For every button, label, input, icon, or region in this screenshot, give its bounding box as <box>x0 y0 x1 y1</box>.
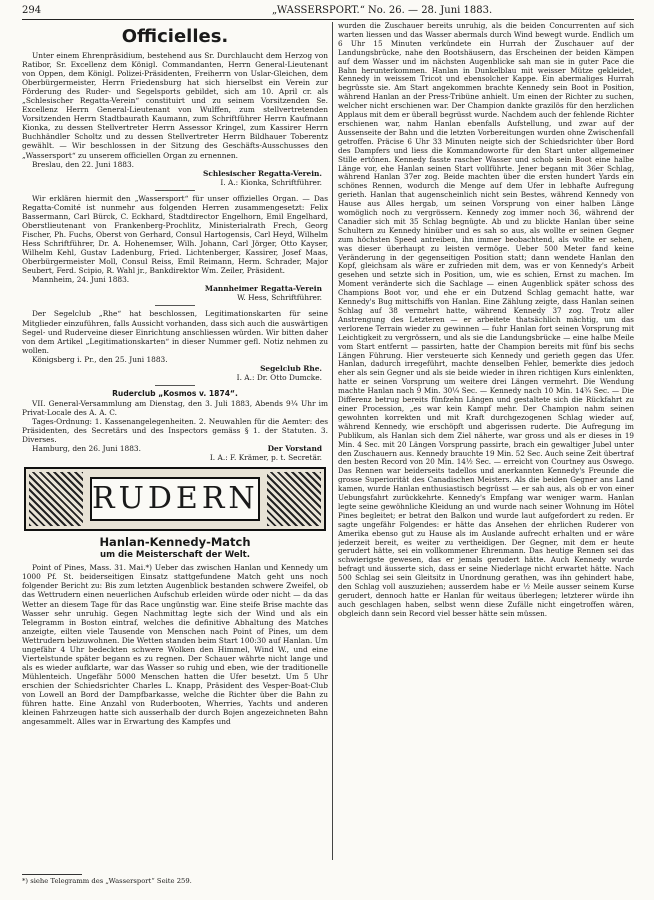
notice-mannheim-date: Mannheim, 24. Juni 1883. <box>32 275 130 285</box>
notice-breslau-signature: I. A.: Kionka, Schriftführer. <box>220 177 322 187</box>
rudern-banner-title: RUDERN <box>90 477 260 521</box>
header-rule <box>22 19 634 20</box>
divider <box>155 190 195 191</box>
notice-mannheim-text: Wir erklären hiermit den „Wassersport“ für unser offizielles Organ. — Das Regatta-Comité ist nunmehr aus folgenden Herren zusammengesetzt: Felix Bassermann, Carl Bürck, C. Eckhard, Stadtdirector Engelhorn, Emil Engelhard, Oberstlieutenant von Frankenberg-Prochlitz, Ministerialrath Frech, Georg Fischer, Ph. Fuchs, Oberst von Gerhard, Consul Hartogensis, Carl Heyd, Wilhelm Hess Schriftführer, Dr. A. Hohenemser, Wilh. Johann, Carl Jörger, Otto Kayser, Wilhelm Kehl, Gustav Ladenburg, Fried. Lichtenberger, Kassirer, Josef Maas, Oberbürgermeister Moll, Consul Reiss, Emil Reimann, Herm. Schrader, Major Seubert, Ferd. Scipio, R. Wahl jr., Bankdirektor Wm. Zeiler, Präsident. <box>22 193 328 276</box>
article-text-left: Point of Pines, Mass. 31. Mai.*) Ueber das zwischen Hanlan und Kennedy um 1000 Pf. St. beiderseitigen Einsatz stattgefundene Match geht uns noch folgender Bericht zu: Bis zum letzten Augenblick bestanden schwere Zweifel, ob das Wettrudern einen neuerlichen Aufschub erleiden würde oder nicht — da das Wetter an diesem Tage für das Race ungünstig war. Eine steife Brise machte das Wasser sehr unruhig. Gegen Nachmittag legte sich der Wind und als ein Telegramm in Boston eintraf, welches die definitive Abhaltung des Matches anzeigte, eilten viele Tausende von Menschen nach Point of Pines, um dem Wettrudern beizuwohnen. Die Wetten standen beim Start 100:30 auf Hanlan. Um ungefähr 4 Uhr bedeckten schwere Wolken den Himmel, Wind W., und eine Viertelstunde später begann es zu regnen. Der Schauer währte nicht lange und als es wieder aufklarte, war das Wasser so ruhig und eben, wie der traditionelle Mühlenteich. Ungefähr 5000 Menschen hatten die Ufer besetzt. Um 5 Uhr erschien der Schiedsrichter Charles L. Knapp, Präsident des Vesper-Boat-Club von Lowell an Bord der Dampfbarkasse, welche die Richter über die Bahn zu führen hatte. Eine Anzahl von Ruderbooten, Wherries, Yachts und anderen kleinen Fahrzeugen hatte sich ausserhalb der durch Bojen angezeichneten Bahn angesammelt. Alles war in Erwartung des Kampfes und <box>22 563 328 727</box>
notice-mannheim <box>22 194 328 284</box>
notice-koenigsberg-date: Königsberg i. Pr., den 25. Juni 1883. <box>32 354 168 364</box>
article-text-right: wurden die Zuschauer bereits unruhig, als die beiden Concurrenten auf sich warten liessen und das Wasser abermals durch Wind bewegt wurde. Endlich um 6 Uhr 15 Minuten verkündete ein Hurrah der Zuschauer auf der Landungsbrücke, nahe den Bootshäusern, das Erscheinen der beiden Kämpen auf dem Wasser und im nächsten Augenblicke sah man sie in guter Pace die Bahn herunterkommen. Hanlan in Dunkelblau mit weisser Mütze gekleidet, Kennedy in weissem Tricot und ebensolcher Kappe. Ein abermaliges Hurrah begrüsste sie. Am Start angekommen brachte Kennedy sein Boot in Position, während Hanlan an der Press-Tribüne anhielt. Um einen der Richter zu suchen, welcher nicht erschienen war. Der Champion dankte grazilös für den herzlichen Applaus mit dem er überall begrüsst wurde. Nachdem auch der fehlende Richter erschienen war, nahm Hanlan ebenfalls Aufstellung, und zwar auf der Aussenseite der Bahn und die letzten Vorbereitungen wurden ohne Zwischenfall getroffen. Präcise 6 Uhr 33 Minuten neigte sich der Schiedsrichter über Bord des Dampfers und liess die Kommandoworte für den Start unter allgemeiner Stille ertönen. Kennedy fasste rascher Wasser und schob sein Boot eine halbe Länge vor, ehe Hanlan seinen Start vollführte. Jener begann mit 36er Schlag, während Hanlan 37er zog. Beide machten über die ersten hundert Yards ein schönes Rennen, wodurch die Menge auf dem Ufer in lebhafte Aufregung gerieth. Hanlan that augenscheinlich nicht sein Bestes, während Kennedy von Hause aus Alles hergab, um seinen Vorsprung von einer halben Länge womöglich noch zu vergrössern. Kennedy zog immer noch 36, während der Canadier sich mit 35 Schlag begnügte. Ab und zu blickte Hanlan über seine Schultern zu Kennedy hinüber und es sah so aus, als wollte er seinen Gegner zum höchsten Speed antreiben, ihn immer beobachtend, als wollte er sehen, was dieser überhaupt zu leisten vermöge. Ueber 500 Meter fand keine Veränderung in der gegenseitigen Position statt; dann wendete Hanlan den Kopf, gleichsam als wäre er zufrieden mit dem, was er von Kennedy's Arbeit gesehen und setzte sich in Position, um, wie es schien, Ernst zu machen. Im Moment veränderte sich die Sachlage — einen Augenblick später schoss des Champions Boot vor, und ehe er ein Dutzend Schlag gemacht hatte, war Kennedy's Bug mittschiffs von Hanlan. Eine Zählung zeigte, dass Hanlan seinen Schlag auf 38 vermehrt hatte, während Kennedy 37 zog. Trotz aller Anstrengung des Letzteren — er arbeitete thatsächlich mächtig, um das verlorene Terrain wieder zu gewinnen — fuhr Hanlan fort seinen Vorsprung mit Leichtigkeit zu vergrössern, und als sie die Landungsbrücke — eine halbe Meile vom Start entfernt — passirten, hatte der Champion bereits mit fünf bis sechs Längen Führung. Hier versteuerte sich Kennedy und gerieth gegen das Ufer. Hanlan, dadurch irregeführt, machte denselben Fehler, bemerkte dies jedoch eher als sein Gegner und als sie beide wieder in ihren richtigen Kurs einlenkten, hatte er seinen Vorsprung um weitere drei Längen vermehrt. Die Wendung machte Hanlan nach 9 Min. 30¼ Sec. — Kennedy nach 10 Min. 14¾ Sec. — Die Differenz betrug bereits fünfzehn Längen und gestaltete sich die Rückfahrt zu einer Procession, „es war kein Kampf mehr. Der Champion nahm seinen gewohnten korrekten und mit Kraft durchgezogenen Schlag wieder auf, während Kennedy, wie erschöpft und abgerissen ruderte. Die Aufregung im Publikum, als Hanlan sich dem Ziel näherte, war gross und als er dieses in 19 Min. 4 Sec. mit 20 Längen Vorsprung passirte, brach ein gewaltiger Jubel unter den Zuschauern aus. Kennedy brauchte 19 Min. 52 Sec. Auch seine Zeit übertraf den besten Record von 20 Min. 14½ Sec. — erreicht von Courtney aus Oswego. Das Rennen war beiderseits tadellos und anerkannten Kennedy's Freunde die grosse Superiorität des Canadischen Meisters. Als die beiden Gegner ans Land kamen, wurde Hanlan enthusiastisch begrüsst — er sah aus, als ob er von einer Uebungsfahrt zurückkehrte. Kennedy's Empfang war weniger warm. Hanlan legte seine gewöhnliche Kleidung an und wurde nach seiner Wohnung im Hôtel Pines begleitet; er betrat den Balkon und wurde laut aufgefordert zu reden. Er sagte ungefähr Folgendes: er hätte das Ansehen der ehrlichen Ruderer von Amerika ebenso gut zu Hause als im Auslande aufrecht erhalten und er wäre jederzeit bereit, es weiter zu vertheidigen. Der Gegner, mit dem er heute gerudert hätte, sei ein vollkommener Ehrenmann. Das heutige Rennen sei das schwierigste gewesen, das er jemals gerudert hätte. Auch Kennedy wurde befragt und äusserte sich, dass er seine Niederlage nicht erwartet hätte. Nach 500 Schlag sei sein Gleitsitz in Unordnung gerathen, was ihn gehindert habe, den Schlag voll auszuziehen; ausserdem habe er ½ Meile ausser seinem Kurse gerudert, dennoch hatte er Hanlan für weitaus überlegen; letzterer würde ihn auch geschlagen haben, selbst wenn diese Zufälle nicht eingetroffen wären, obgleich dann sein Record viel besser hätte sein müssen. <box>338 22 634 618</box>
notice-kosmos-dateline <box>22 444 328 453</box>
notice-kosmos-text: VII. General-Versammlung am Dienstag, den 3. Juli 1883, Abends 9¼ Uhr im Privat-Locale des A. A. C. <box>22 398 328 417</box>
left-column <box>22 22 328 860</box>
article-body-right <box>338 22 634 619</box>
footnote-text: *) siehe Telegramm des „Wassersport“ Seite 259. <box>22 877 192 885</box>
notice-mannheim-org: Mannheimer Regatta-Verein <box>204 284 322 294</box>
article-subheadline: um die Meisterschaft der Welt. <box>99 550 251 561</box>
footnote <box>22 874 328 886</box>
notice-kosmos-org: Der Vorstand <box>267 444 322 454</box>
rudern-banner <box>24 467 326 531</box>
notice-koenigsberg-text: Der Segelclub „Rhe“ hat beschlossen, Legitimationskarten für seine Mitglieder einzuführen, falls Aussicht vorhanden, dass sich auch die auswärtigen Segel- und Ruderveine dieser Einrichtung anschliessen würden. Wir bitten daher von dem Artikel „Legitimationskarten“ in dieser Nummer gefl. Notiz nehmen zu wollen. <box>22 309 328 355</box>
article-body-left <box>22 563 328 726</box>
notice-mannheim-signature: W. Hess, Schriftführer. <box>237 293 322 303</box>
notice-breslau-org: Schlesischer Regatta-Verein. <box>203 168 322 178</box>
section-title-officielles: Officielles. <box>121 26 229 47</box>
notice-kosmos-signature: I. A.: F. Krämer, p. t. Secretär. <box>209 453 322 463</box>
page-number: 294 <box>22 5 42 16</box>
article-headline: Hanlan-Kennedy-Match <box>99 535 251 550</box>
footnote-rule <box>22 874 82 875</box>
notice-koenigsberg-signature: I. A.: Dr. Otto Dumcke. <box>236 372 322 382</box>
banner-ornament-right <box>267 472 321 526</box>
notice-koenigsberg-org: Segelclub Rhe. <box>260 363 322 373</box>
notice-koenigsberg <box>22 309 328 363</box>
column-divider <box>332 22 333 860</box>
divider <box>155 305 195 306</box>
notice-breslau <box>22 51 328 169</box>
journal-issue-line: „WASSERSPORT.“ No. 26. — 28. Juni 1883. <box>272 5 493 16</box>
notice-kosmos <box>22 399 328 444</box>
right-column <box>338 22 634 864</box>
divider <box>155 385 195 386</box>
banner-ornament-left <box>29 472 83 526</box>
notice-breslau-text: Unter einem Ehrenpräsidium, bestehend aus Sr. Durchlaucht dem Herzog von Ratibor, Sr. Excellenz dem Königl. Commandanten, Herrn General-Lieutenant von Oppen, dem Königl. Polizei-Präsidenten, Freiherrn von Uslar-Gleichen, dem Oberbürgermeister, Herrn Friedensburg hat sich hierselbst ein Verein zur Förderung des Ruder- und Segelsports gebildet, sich am 10. April cr. als „Schlesischer Regatta-Verein“ constituirt und zu seinem Vorsitzenden Se. Excellenz Herrn General-Lieutenant von Wulffen, zum stellvertretenden Vorsitzenden Herrn Stadtbaurath Kaumann, zum Schriftführer Herrn Kaufmann Kionka, zu dessen Stellvertreter Herrn Assessor Kringel, zum Kassirer Herrn Buchhändler Scholtz und zu dessen Stellvertreter Herrn Bildhauer Toberentz gewählt. — Wir beschlossen in der Sitzung des Geschäfts-Ausschusses den „Wassersport“ zu unserem officiellen Organ zu ernennen. <box>22 51 328 160</box>
notice-kosmos-heading: Ruderclub „Kosmos v. 1874“. <box>112 388 238 398</box>
running-header <box>22 4 634 18</box>
notice-kosmos-date: Hamburg, den 26. Juni 1883. <box>32 444 141 454</box>
notice-breslau-date: Breslau, den 22. Juni 1883. <box>32 159 135 169</box>
notice-kosmos-agenda: Tages-Ordnung: 1. Kassenangelegenheiten. 2. Neuwahlen für die Aemter: des Präsidenten, des Secretärs und des Inspectors gemäss § 1. der Statuten. 3. Diverses. <box>22 417 328 445</box>
